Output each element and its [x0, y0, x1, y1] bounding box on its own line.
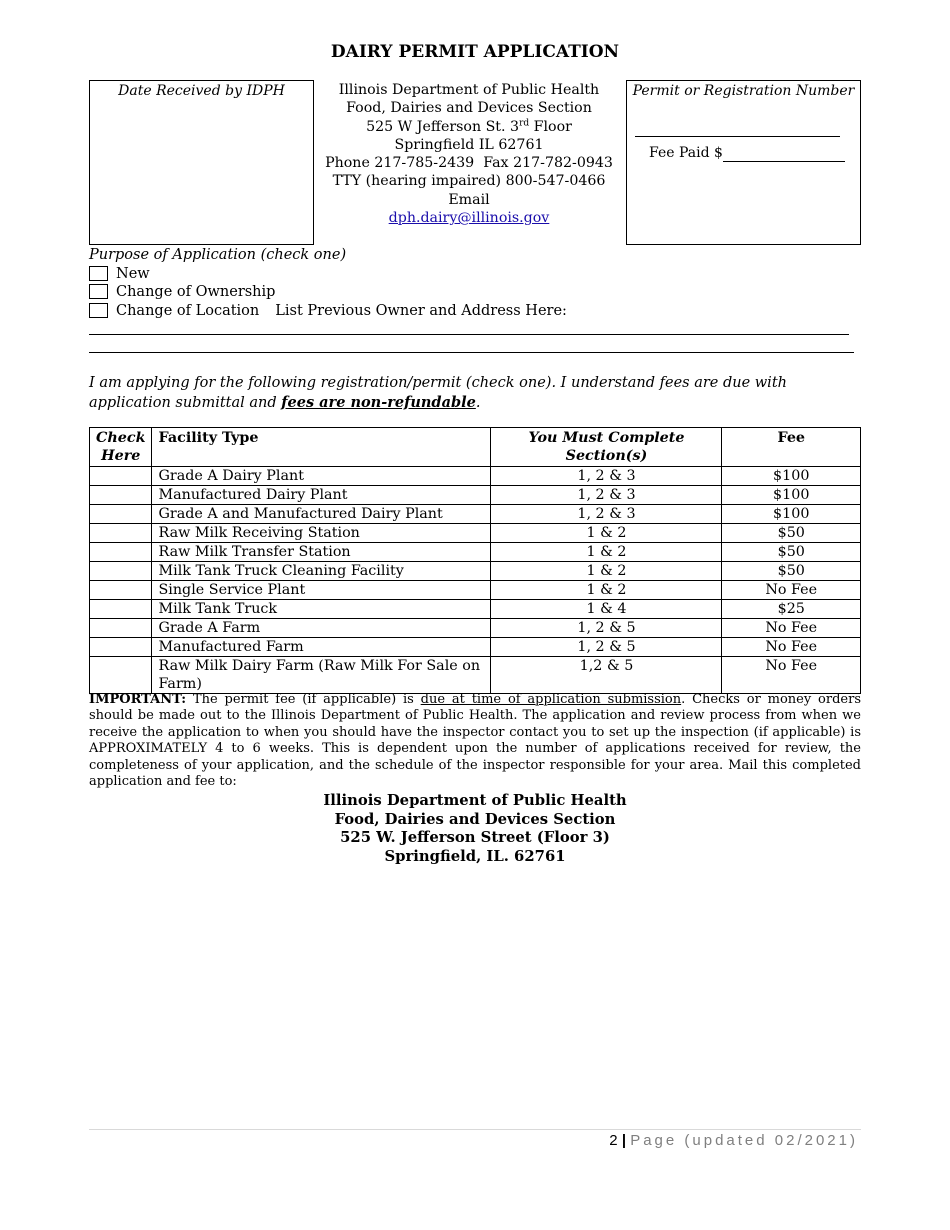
table-row	[90, 524, 861, 543]
row-facility-type: Manufactured Farm	[152, 638, 491, 657]
agency-city: Springfield IL 62761	[394, 136, 544, 153]
page-title: DAIRY PERMIT APPLICATION	[330, 42, 620, 62]
checkbox-change-location[interactable]	[89, 303, 108, 318]
checkbox-change-ownership[interactable]	[89, 284, 108, 299]
row-sections: 1 & 2	[491, 562, 722, 581]
row-facility-type: Raw Milk Dairy Farm (Raw Milk For Sale on Farm)	[152, 657, 491, 694]
row-facility-type: Grade A Dairy Plant	[152, 467, 491, 486]
row-checkbox-cell[interactable]	[90, 581, 152, 600]
row-checkbox-cell[interactable]	[90, 505, 152, 524]
table-row	[90, 486, 861, 505]
row-checkbox-cell[interactable]	[90, 467, 152, 486]
non-refundable-emphasis: fees are non-refundable	[281, 394, 476, 411]
row-facility-type: Grade A Farm	[152, 619, 491, 638]
permit-number-field[interactable]	[635, 120, 840, 137]
table-row	[90, 657, 861, 694]
purpose-heading: Purpose of Application (check one)	[89, 247, 347, 263]
purpose-option-ownership: Change of Ownership	[89, 283, 567, 302]
important-notice: IMPORTANT: The permit fee (if applicable) is due at time of application submission. Checks or money orders should be made out to the Illinois Department of Public Health. The application and review process from when we receive the application to when you should have the inspector contact you to set up the inspection (if applicable) is APPROXIMATELY 4 to 6 weeks. This is dependent upon the number of applications received for review, the completeness of your application, and the schedule of the inspector responsible for your area. Mail this completed application and fee to:	[89, 692, 861, 790]
agency-email-link[interactable]: dph.dairy@illinois.gov	[388, 210, 550, 227]
row-fee: $50	[722, 562, 861, 581]
previous-owner-line-2[interactable]	[89, 352, 854, 353]
mailing-address: Illinois Department of Public Health Food, Dairies and Devices Section 525 W. Jefferson Street (Floor 3) Springfield, IL. 62761	[323, 792, 627, 865]
purpose-option-new: New	[89, 265, 567, 284]
row-checkbox-cell[interactable]	[90, 619, 152, 638]
agency-phone: Phone 217-785-2439 Fax 217-782-0943	[325, 155, 613, 172]
row-fee: No Fee	[722, 657, 861, 694]
header-fee: Fee	[722, 428, 861, 467]
row-checkbox-cell[interactable]	[90, 562, 152, 581]
date-received-label: Date Received by IDPH	[118, 83, 285, 99]
row-sections: 1, 2 & 3	[491, 486, 722, 505]
header-sections: You Must Complete Section(s)	[491, 428, 722, 467]
row-facility-type: Raw Milk Transfer Station	[152, 543, 491, 562]
row-sections: 1, 2 & 5	[491, 638, 722, 657]
row-facility-type: Single Service Plant	[152, 581, 491, 600]
table-header-row	[90, 428, 861, 467]
row-facility-type: Milk Tank Truck	[152, 600, 491, 619]
row-checkbox-cell[interactable]	[90, 657, 152, 694]
header-check-here: Check Here	[90, 428, 152, 467]
agency-section: Food, Dairies and Devices Section	[346, 100, 592, 117]
table-row	[90, 467, 861, 486]
page-footer: 2 | Page (updated 02/2021)	[609, 1132, 858, 1149]
header-facility-type: Facility Type	[152, 428, 491, 467]
row-checkbox-cell[interactable]	[90, 638, 152, 657]
row-sections: 1 & 2	[491, 543, 722, 562]
permit-number-box	[626, 80, 861, 245]
row-checkbox-cell[interactable]	[90, 524, 152, 543]
agency-name: Illinois Department of Public Health	[338, 82, 600, 98]
purpose-section	[89, 246, 567, 320]
previous-owner-label: List Previous Owner and Address Here:	[275, 302, 567, 319]
row-fee: No Fee	[722, 638, 861, 657]
fee-paid-label: Fee Paid $	[649, 145, 723, 161]
row-sections: 1 & 2	[491, 524, 722, 543]
row-fee: No Fee	[722, 581, 861, 600]
row-sections: 1, 2 & 5	[491, 619, 722, 638]
date-received-box[interactable]	[89, 80, 314, 245]
row-fee: $100	[722, 467, 861, 486]
row-fee: $50	[722, 543, 861, 562]
agency-email-label: Email	[448, 191, 490, 208]
facility-fee-table	[89, 427, 861, 694]
purpose-option-location: Change of Location List Previous Owner and Address Here:	[89, 302, 567, 321]
row-sections: 1 & 2	[491, 581, 722, 600]
agency-tty: TTY (hearing impaired) 800-547-0466	[332, 173, 606, 190]
table-row	[90, 543, 861, 562]
page-number: 2	[609, 1132, 618, 1149]
permit-number-label: Permit or Registration Number	[632, 83, 855, 99]
row-facility-type: Grade A and Manufactured Dairy Plant	[152, 505, 491, 524]
row-fee: No Fee	[722, 619, 861, 638]
apply-statement: I am applying for the following registration/permit (check one). I understand fees are due with application submittal and fees are non-refundable.	[89, 375, 787, 411]
previous-owner-line-1[interactable]	[89, 334, 849, 335]
table-row	[90, 600, 861, 619]
row-sections: 1 & 4	[491, 600, 722, 619]
table-row	[90, 562, 861, 581]
agency-address	[318, 81, 620, 227]
row-fee: $25	[722, 600, 861, 619]
row-fee: $100	[722, 486, 861, 505]
table-row	[90, 638, 861, 657]
fee-paid-field[interactable]	[723, 145, 845, 162]
agency-street: 525 W Jefferson St. 3rd Floor	[366, 117, 572, 135]
row-sections: 1, 2 & 3	[491, 467, 722, 486]
page-label: Page (updated 02/2021)	[630, 1132, 858, 1149]
row-facility-type: Milk Tank Truck Cleaning Facility	[152, 562, 491, 581]
row-sections: 1, 2 & 3	[491, 505, 722, 524]
footer-divider	[89, 1129, 861, 1130]
row-checkbox-cell[interactable]	[90, 543, 152, 562]
table-row	[90, 581, 861, 600]
table-row	[90, 505, 861, 524]
row-fee: $50	[722, 524, 861, 543]
checkbox-new[interactable]	[89, 266, 108, 281]
row-sections: 1,2 & 5	[491, 657, 722, 694]
row-fee: $100	[722, 505, 861, 524]
row-facility-type: Raw Milk Receiving Station	[152, 524, 491, 543]
row-checkbox-cell[interactable]	[90, 486, 152, 505]
table-row	[90, 619, 861, 638]
row-checkbox-cell[interactable]	[90, 600, 152, 619]
row-facility-type: Manufactured Dairy Plant	[152, 486, 491, 505]
